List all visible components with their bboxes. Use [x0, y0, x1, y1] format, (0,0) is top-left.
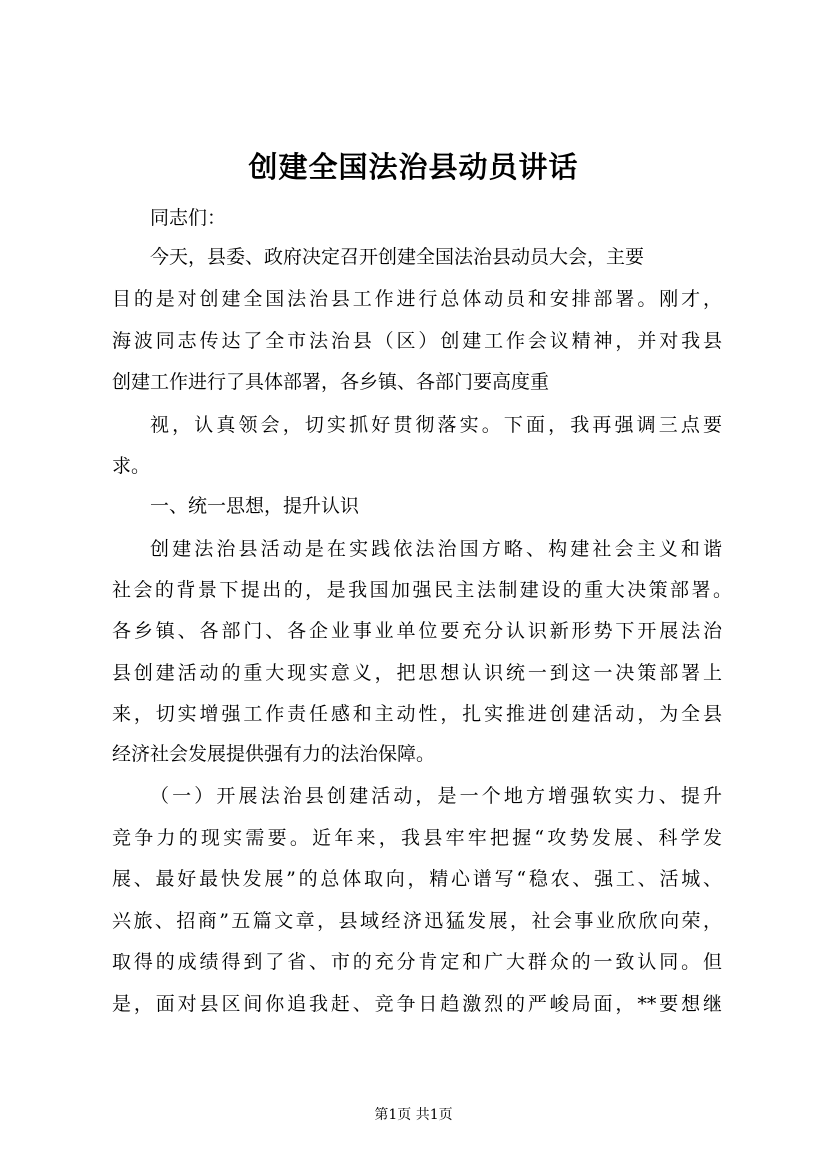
text-line: 取得的成绩得到了省、市的充分肯定和广大群众的一致认同。但 — [112, 951, 722, 973]
text-line: 各乡镇、各部门、各企业事业单位要充分认识新形势下开展法治 — [112, 620, 722, 642]
text-line: 展、最好最快发展”的总体取向，精心谱写“稳农、强工、活城、 — [112, 868, 722, 890]
text-line: 经济社会发展提供强有力的法治保障。 — [112, 743, 436, 765]
page-footer: 第1页 共1页 — [374, 1107, 453, 1123]
text-line: 视，认真领会，切实抓好贯彻落实。下面，我再强调三点要 — [150, 414, 722, 436]
salutation-line: 同志们： — [150, 207, 227, 229]
text-line: 今天，县委、政府决定召开创建全国法治县动员大会，主要 — [150, 246, 645, 268]
text-line: 来，切实增强工作责任感和主动性，扎实推进创建活动，为全县 — [112, 703, 722, 725]
section-heading: 一、统一思想，提升认识 — [150, 495, 360, 517]
text-line: 创建工作进行了具体部署，各乡镇、各部门要高度重 — [112, 371, 550, 393]
text-line: 县创建活动的重大现实意义，把思想认识统一到这一决策部署上 — [112, 662, 722, 684]
text-line: 是，面对县区间你追我赶、竞争日趋激烈的严峻局面，**要想继 — [112, 993, 722, 1015]
text-line: 海波同志传达了全市法治县（区）创建工作会议精神，并对我县 — [112, 330, 722, 352]
text-line: 兴旅、招商”五篇文章，县域经济迅猛发展，社会事业欣欣向荣， — [112, 910, 722, 932]
text-line: （一）开展法治县创建活动，是一个地方增强软实力、提升 — [150, 785, 722, 807]
text-line: 创建法治县活动是在实践依法治国方略、构建社会主义和谐 — [150, 538, 722, 560]
text-line: 目的是对创建全国法治县工作进行总体动员和安排部署。刚才， — [112, 288, 722, 310]
text-line: 求。 — [112, 455, 151, 477]
text-line: 社会的背景下提出的，是我国加强民主法制建设的重大决策部署。 — [112, 579, 732, 601]
document-title: 创建全国法治县动员讲话 — [248, 150, 579, 184]
text-line: 竞争力的现实需要。近年来，我县牢牢把握“攻势发展、科学发 — [112, 827, 722, 849]
